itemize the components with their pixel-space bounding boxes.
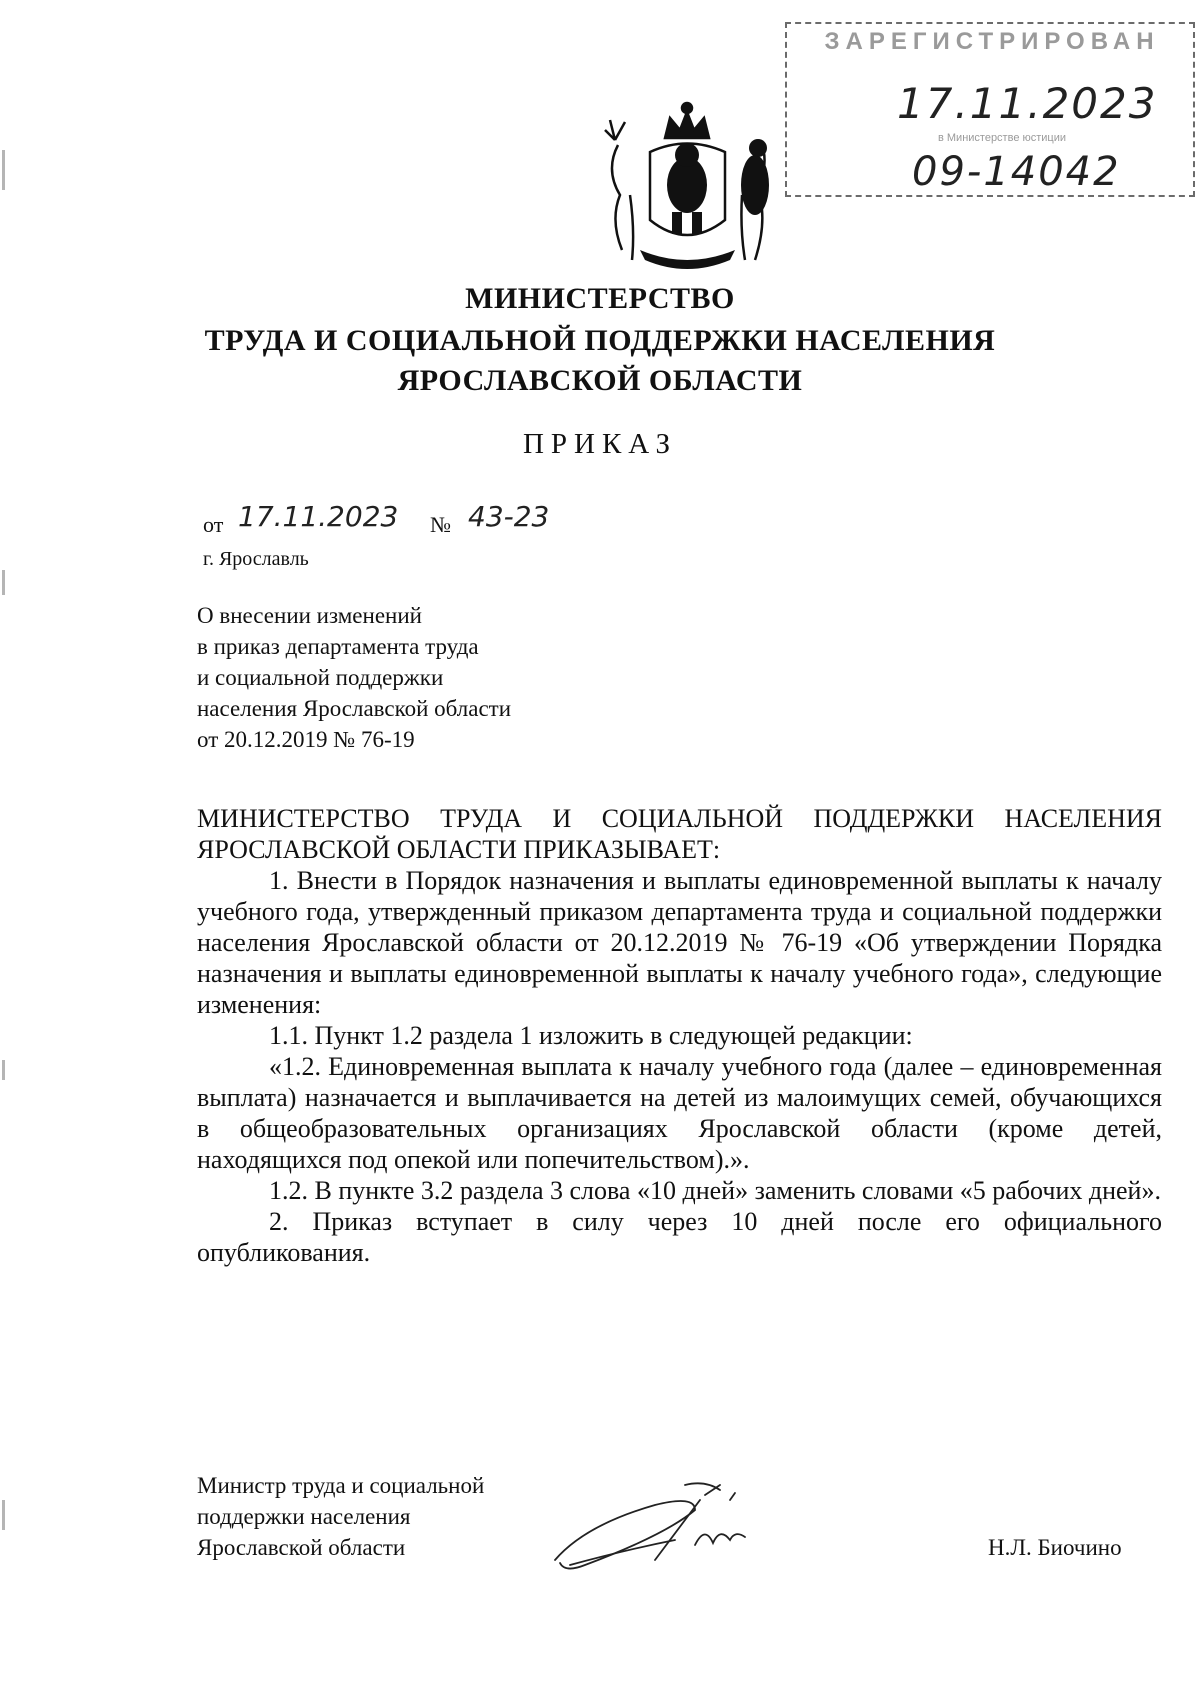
scan-edge-mark bbox=[2, 570, 5, 595]
number-label: № bbox=[430, 512, 451, 537]
order-number-handwritten: 43-23 bbox=[468, 500, 550, 533]
ministry-heading-line-2: ТРУДА И СОЦИАЛЬНОЙ ПОДДЕРЖКИ НАСЕЛЕНИЯ bbox=[204, 324, 996, 357]
subject-line: населения Ярославской области bbox=[197, 696, 512, 721]
order-item-1: 1. Внести в Порядок назначения и выплаты единовременной выплаты к началу учебного года, утвержденный приказом департамента труда и социальной поддержки населения Ярославской области от 20.12.2019 № 76-19 «Об утверждении Порядка назначения и выплаты единовременной выплаты к началу учебного года», следующие изменения: bbox=[197, 866, 1162, 1019]
signatory-position-line: Министр труда и социальной bbox=[197, 1473, 485, 1498]
subject-line: в приказ департамента труда bbox=[197, 634, 479, 659]
document-type-title: ПРИКАЗ bbox=[522, 428, 678, 460]
city: г. Ярославль bbox=[203, 548, 309, 570]
date-label: от bbox=[203, 512, 224, 537]
scan-edge-mark bbox=[2, 1500, 5, 1530]
order-body bbox=[197, 803, 1162, 1268]
order-date-handwritten: 17.11.2023 bbox=[238, 500, 399, 533]
scan-edge-mark bbox=[2, 1060, 5, 1080]
stamp-subtitle: в Министерстве юстиции bbox=[937, 132, 1067, 144]
subject-line: от 20.12.2019 № 76-19 bbox=[197, 727, 415, 752]
stamp-handwritten-number: 09-14042 bbox=[912, 149, 1121, 195]
stamp-handwritten-date: 17.11.2023 bbox=[897, 79, 1158, 128]
order-item-1-2: 1.2. В пункте 3.2 раздела 3 слова «10 дней» заменить словами «5 рабочих дней». bbox=[269, 1176, 1161, 1205]
handwritten-signature-icon bbox=[545, 1465, 785, 1585]
order-item-2: 2. Приказ вступает в силу через 10 дней после его официального опубликования. bbox=[197, 1207, 1162, 1267]
ministry-heading-line-1: МИНИСТЕРСТВО bbox=[465, 282, 735, 315]
coat-of-arms-icon bbox=[590, 100, 785, 275]
order-subject bbox=[197, 600, 657, 755]
signatory-name: Н.Л. Биочино bbox=[988, 1535, 1122, 1560]
subject-line: О внесении изменений bbox=[197, 603, 422, 628]
ministry-heading-line-3: ЯРОСЛАВСКОЙ ОБЛАСТИ bbox=[397, 364, 803, 397]
order-preamble: МИНИСТЕРСТВО ТРУДА И СОЦИАЛЬНОЙ ПОДДЕРЖКИ НАСЕЛЕНИЯ ЯРОСЛАВСКОЙ ОБЛАСТИ ПРИКАЗЫВАЕТ: bbox=[197, 804, 1162, 864]
stamp-title: ЗАРЕГИСТРИРОВАН bbox=[824, 28, 1160, 55]
signatory-position bbox=[197, 1470, 597, 1563]
scan-edge-mark bbox=[2, 150, 5, 190]
signatory-position-line: поддержки населения bbox=[197, 1504, 411, 1529]
signatory-position-line: Ярославской области bbox=[197, 1535, 406, 1560]
registration-stamp bbox=[785, 22, 1195, 197]
subject-line: и социальной поддержки bbox=[197, 665, 444, 690]
order-item-1-1-text: «1.2. Единовременная выплата к началу учебного года (далее – единовременная выплата) назначается и выплачивается на детей из малоимущих семей, обучающихся в общеобразовательных организациях Ярославской области (кроме детей, находящихся под опекой или попечительством).». bbox=[197, 1052, 1162, 1174]
order-item-1-1: 1.1. Пункт 1.2 раздела 1 изложить в следующей редакции: bbox=[269, 1021, 913, 1050]
